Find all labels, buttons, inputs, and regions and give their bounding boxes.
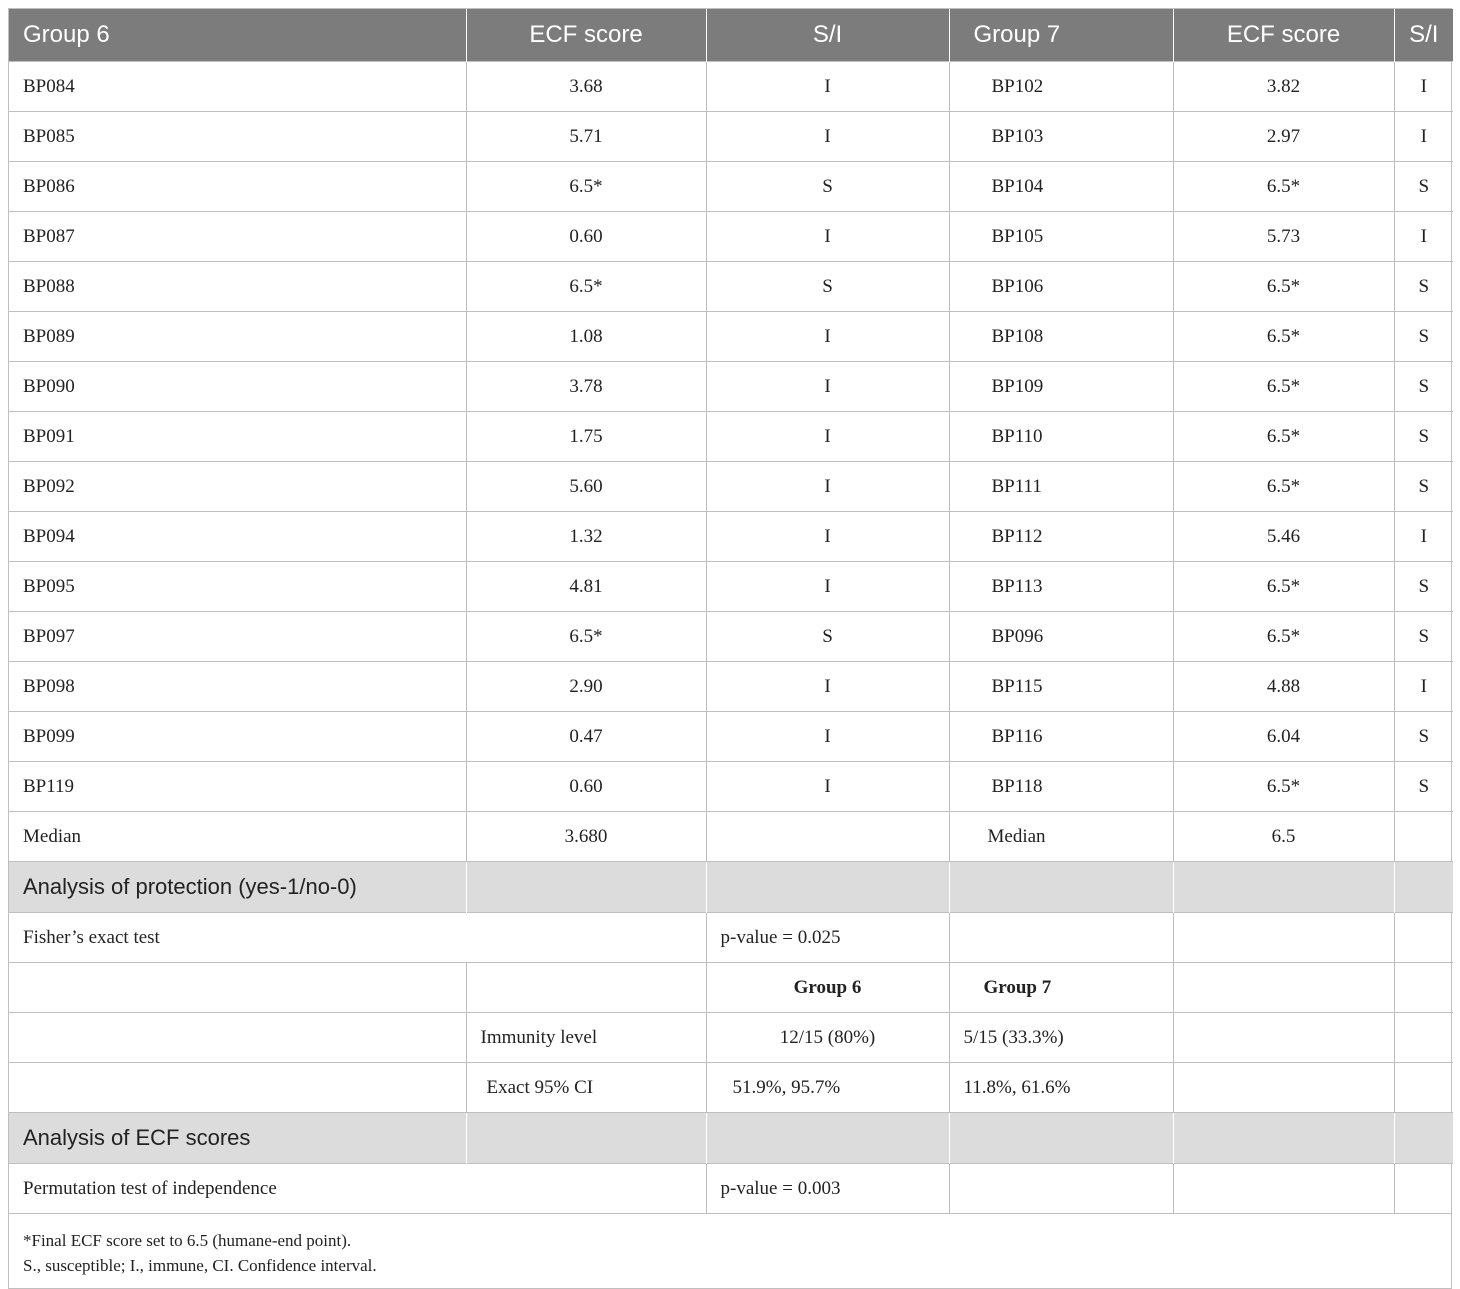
table-row [9,162,1453,212]
g7-si-cell: S [1394,762,1453,812]
g6-si-cell: I [706,412,949,462]
empty-cell [1394,913,1453,963]
fisher-label: Fisher’s exact test [9,913,706,963]
g6-score-cell: 2.90 [466,662,706,712]
g7-score-cell: 6.5* [1173,312,1394,362]
ci-row [9,1063,1453,1113]
g7-score-cell: 6.5* [1173,462,1394,512]
g6-score-cell: 5.71 [466,112,706,162]
immunity-g6: 12/15 (80%) [706,1013,949,1063]
g6-score-cell: 0.60 [466,762,706,812]
g7-si-cell: I [1394,112,1453,162]
group6-heading: Group 6 [706,963,949,1013]
header-si-g7: S/I [1394,9,1453,62]
immunity-row [9,1013,1453,1063]
g6-id-cell: BP092 [9,462,466,512]
empty-cell [1394,862,1453,913]
group7-heading: Group 7 [949,963,1173,1013]
empty-cell [1394,963,1453,1013]
header-group6: Group 6 [9,9,466,62]
empty-cell [949,1164,1173,1214]
median-label-g7: Median [949,812,1173,862]
permutation-p-value: p-value = 0.003 [706,1164,949,1214]
g7-score-cell: 2.97 [1173,112,1394,162]
g7-si-cell: S [1394,412,1453,462]
g6-id-cell: BP119 [9,762,466,812]
g7-score-cell: 6.5* [1173,362,1394,412]
g7-score-cell: 6.5* [1173,262,1394,312]
g6-score-cell: 3.68 [466,62,706,112]
g7-id-cell: BP113 [949,562,1173,612]
g6-score-cell: 1.08 [466,312,706,362]
g7-score-cell: 6.5* [1173,412,1394,462]
g6-id-cell: BP087 [9,212,466,262]
empty-cell [466,862,706,913]
ci-label: Exact 95% CI [466,1063,706,1113]
table-row [9,312,1453,362]
median-value-g6: 3.680 [466,812,706,862]
g7-score-cell: 5.73 [1173,212,1394,262]
empty-cell [9,963,466,1013]
g7-si-cell: I [1394,212,1453,262]
g7-id-cell: BP104 [949,162,1173,212]
empty-cell [949,913,1173,963]
table-row [9,362,1453,412]
empty-cell [466,1113,706,1164]
g6-si-cell: I [706,512,949,562]
table-row [9,762,1453,812]
empty-cell [9,1063,466,1113]
g6-score-cell: 0.47 [466,712,706,762]
g7-id-cell: BP106 [949,262,1173,312]
empty-cell [1173,1164,1394,1214]
empty-cell [9,1013,466,1063]
g6-si-cell: I [706,212,949,262]
empty-cell [466,963,706,1013]
table-row [9,612,1453,662]
empty-cell [1394,1113,1453,1164]
g6-id-cell: BP085 [9,112,466,162]
empty-cell [1173,862,1394,913]
immunity-g7: 5/15 (33.3%) [949,1013,1173,1063]
g6-id-cell: BP095 [9,562,466,612]
table-row [9,212,1453,262]
g6-score-cell: 5.60 [466,462,706,512]
g7-si-cell: I [1394,662,1453,712]
header-ecf-score-g6: ECF score [466,9,706,62]
g7-id-cell: BP110 [949,412,1173,462]
permutation-label: Permutation test of independence [9,1164,706,1214]
empty-cell [1173,1013,1394,1063]
empty-cell [1173,913,1394,963]
g6-score-cell: 3.78 [466,362,706,412]
protection-section-header [9,862,1453,913]
results-table-container [8,8,1452,1289]
ecf-section-title: Analysis of ECF scores [9,1113,466,1164]
g7-score-cell: 6.5* [1173,162,1394,212]
ci-g6: 51.9%, 95.7% [706,1063,949,1113]
g7-si-cell: I [1394,512,1453,562]
g6-score-cell: 6.5* [466,162,706,212]
g7-score-cell: 6.5* [1173,612,1394,662]
g6-id-cell: BP088 [9,262,466,312]
ci-g7: 11.8%, 61.6% [949,1063,1173,1113]
g7-id-cell: BP102 [949,62,1173,112]
empty-cell [1173,1113,1394,1164]
empty-cell [949,862,1173,913]
g6-si-cell: I [706,362,949,412]
empty-cell [949,1113,1173,1164]
g7-id-cell: BP103 [949,112,1173,162]
fisher-p-value: p-value = 0.025 [706,913,949,963]
g7-score-cell: 6.04 [1173,712,1394,762]
table-row [9,412,1453,462]
g7-si-cell: S [1394,162,1453,212]
g7-si-cell: S [1394,612,1453,662]
ecf-results-table [9,9,1453,1213]
g6-score-cell: 6.5* [466,262,706,312]
g6-score-cell: 6.5* [466,612,706,662]
table-row [9,462,1453,512]
g7-id-cell: BP096 [949,612,1173,662]
g6-si-cell: I [706,312,949,362]
g7-si-cell: S [1394,462,1453,512]
g6-si-cell: S [706,262,949,312]
g6-si-cell: I [706,562,949,612]
header-group7: Group 7 [949,9,1173,62]
g6-id-cell: BP084 [9,62,466,112]
g6-score-cell: 4.81 [466,562,706,612]
g6-si-cell: I [706,62,949,112]
g7-id-cell: BP105 [949,212,1173,262]
g6-id-cell: BP094 [9,512,466,562]
g7-si-cell: S [1394,262,1453,312]
immunity-label: Immunity level [466,1013,706,1063]
g6-si-cell: I [706,712,949,762]
footnote-asterisk: *Final ECF score set to 6.5 (humane-end point). [23,1231,352,1250]
empty-cell [1394,1013,1453,1063]
median-value-g7: 6.5 [1173,812,1394,862]
g7-id-cell: BP112 [949,512,1173,562]
g6-score-cell: 0.60 [466,212,706,262]
table-row [9,712,1453,762]
ecf-section-header [9,1113,1453,1164]
table-footnotes [9,1213,1451,1288]
header-row [9,9,1453,62]
g6-si-cell: S [706,162,949,212]
g7-score-cell: 5.46 [1173,512,1394,562]
g6-id-cell: BP091 [9,412,466,462]
group-heading-row [9,963,1453,1013]
g7-si-cell: I [1394,62,1453,112]
header-si-g6: S/I [706,9,949,62]
header-ecf-score-g7: ECF score [1173,9,1394,62]
empty-cell [1173,1063,1394,1113]
g6-id-cell: BP090 [9,362,466,412]
g6-si-cell: I [706,462,949,512]
empty-cell [706,812,949,862]
permutation-row [9,1164,1453,1214]
g7-si-cell: S [1394,712,1453,762]
empty-cell [706,862,949,913]
g6-si-cell: I [706,662,949,712]
g7-score-cell: 6.5* [1173,562,1394,612]
g6-id-cell: BP097 [9,612,466,662]
g6-id-cell: BP089 [9,312,466,362]
fisher-row [9,913,1453,963]
empty-cell [1394,1063,1453,1113]
g7-score-cell: 4.88 [1173,662,1394,712]
g6-id-cell: BP098 [9,662,466,712]
table-row [9,112,1453,162]
g7-id-cell: BP118 [949,762,1173,812]
g6-score-cell: 1.75 [466,412,706,462]
g6-id-cell: BP086 [9,162,466,212]
footnote-abbreviations: S., susceptible; I., immune, CI. Confidence interval. [23,1256,377,1275]
g7-si-cell: S [1394,362,1453,412]
g7-score-cell: 3.82 [1173,62,1394,112]
g7-si-cell: S [1394,562,1453,612]
table-row [9,262,1453,312]
g6-si-cell: I [706,762,949,812]
g7-id-cell: BP115 [949,662,1173,712]
g7-score-cell: 6.5* [1173,762,1394,812]
g7-id-cell: BP108 [949,312,1173,362]
table-row [9,662,1453,712]
empty-cell [706,1113,949,1164]
median-row [9,812,1453,862]
empty-cell [1173,963,1394,1013]
table-row [9,62,1453,112]
g7-id-cell: BP111 [949,462,1173,512]
g7-si-cell: S [1394,312,1453,362]
table-row [9,512,1453,562]
g6-score-cell: 1.32 [466,512,706,562]
median-label-g6: Median [9,812,466,862]
protection-section-title: Analysis of protection (yes-1/no-0) [9,862,466,913]
g7-id-cell: BP116 [949,712,1173,762]
g7-id-cell: BP109 [949,362,1173,412]
g6-id-cell: BP099 [9,712,466,762]
empty-cell [1394,812,1453,862]
g6-si-cell: I [706,112,949,162]
empty-cell [1394,1164,1453,1214]
g6-si-cell: S [706,612,949,662]
table-row [9,562,1453,612]
